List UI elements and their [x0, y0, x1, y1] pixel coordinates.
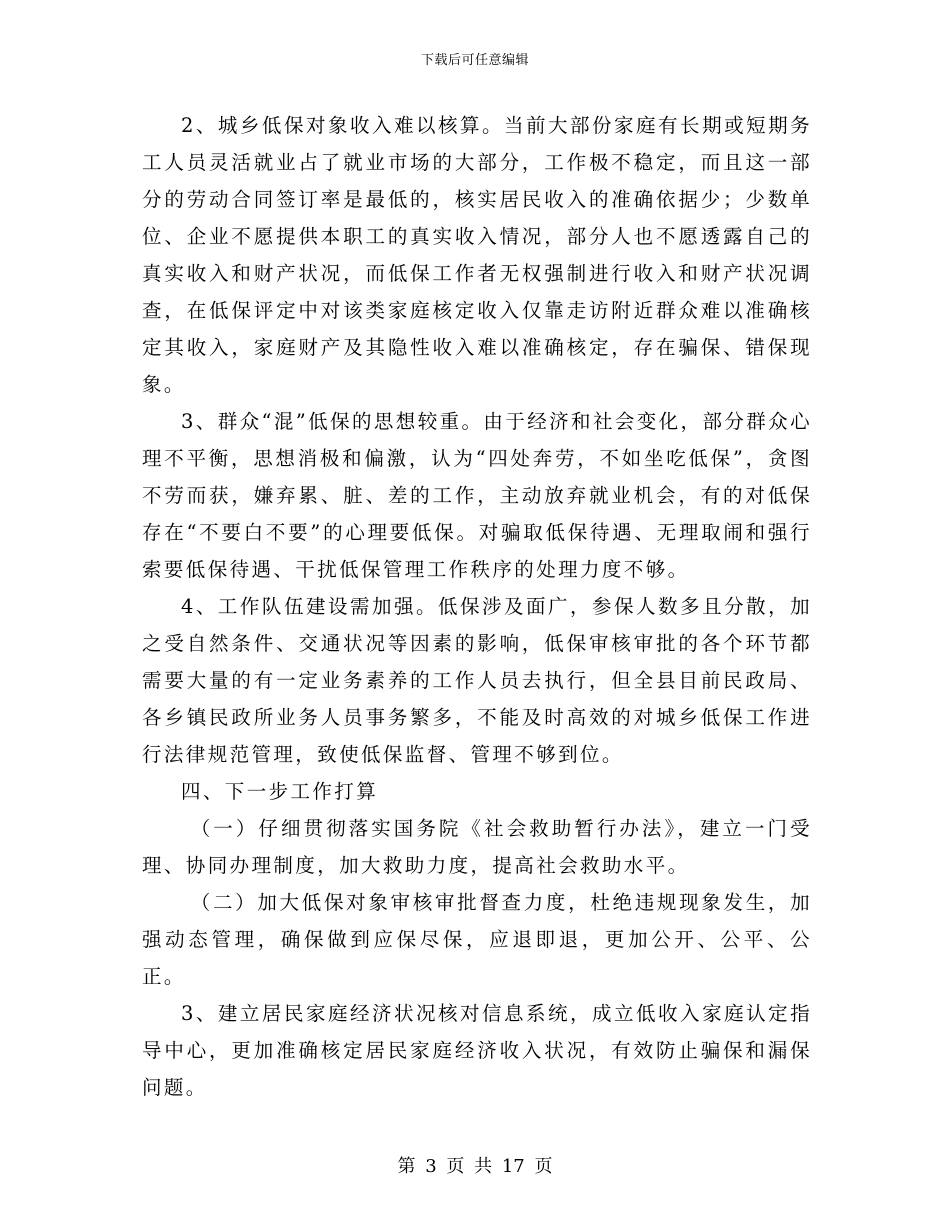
paragraph-step-two: （二）加大低保对象审核审批督查力度，杜绝违规现象发生，加强动态管理，确保做到应保尽保，应退即退，更加公开、公平、公正。 [142, 891, 812, 988]
paragraph-step-three: 3、建立居民家庭经济状况核对信息系统，成立低收入家庭认定指导中心，更加准确核定居民家庭经济收入状况，有效防止骗保和漏保问题。 [142, 1002, 812, 1099]
paragraph-step-one: （一）仔细贯彻落实国务院《社会救助暂行办法》，建立一门受理、协同办理制度，加大救助力度，提高社会救助水平。 [142, 817, 812, 877]
paragraph-income-verification: 2、城乡低保对象收入难以核算。当前大部份家庭有长期或短期务工人员灵活就业占了就业市场的大部分，工作极不稳定，而且这一部分的劳动合同签订率是最低的，核实居民收入的准确依据少；少数单位、企业不愿提供本职工的真实收入情况，部分人也不愿透露自己的真实收入和财产状况，而低保工作者无权强制进行收入和财产状况调查，在低保评定中对该类家庭核定收入仅靠走访附近群众难以准确核定其收入，家庭财产及其隐性收入难以准确核定，存在骗保、错保现象。 [142, 114, 812, 396]
page-header-note: 下载后可任意编辑 [420, 53, 529, 68]
page-number-footer: 第 3 页 共 17 页 [397, 1156, 553, 1177]
paragraph-mindset: 3、群众“混”低保的思想较重。由于经济和社会变化，部分群众心理不平衡，思想消极和偏激，认为“四处奔劳，不如坐吃低保”，贪图不劳而获，嫌弃累、脏、差的工作，主动放弃就业机会，有的对低保存在“不要白不要”的心理要低保。对骗取低保待遇、无理取闹和强行索要低保待遇、干扰低保管理工作秩序的处理力度不够。 [142, 410, 812, 581]
section-heading-next-steps: 四、下一步工作打算 [181, 780, 379, 803]
document-body [142, 107, 812, 1106]
paragraph-workforce: 4、工作队伍建设需加强。低保涉及面广，参保人数多且分散，加之受自然条件、交通状况等因素的影响，低保审核审批的各个环节都需要大量的有一定业务素养的工作人员去执行，但全县目前民政局、各乡镇民政所业务人员事务繁多，不能及时高效的对城乡低保工作进行法律规范管理，致使低保监督、管理不够到位。 [142, 595, 812, 766]
